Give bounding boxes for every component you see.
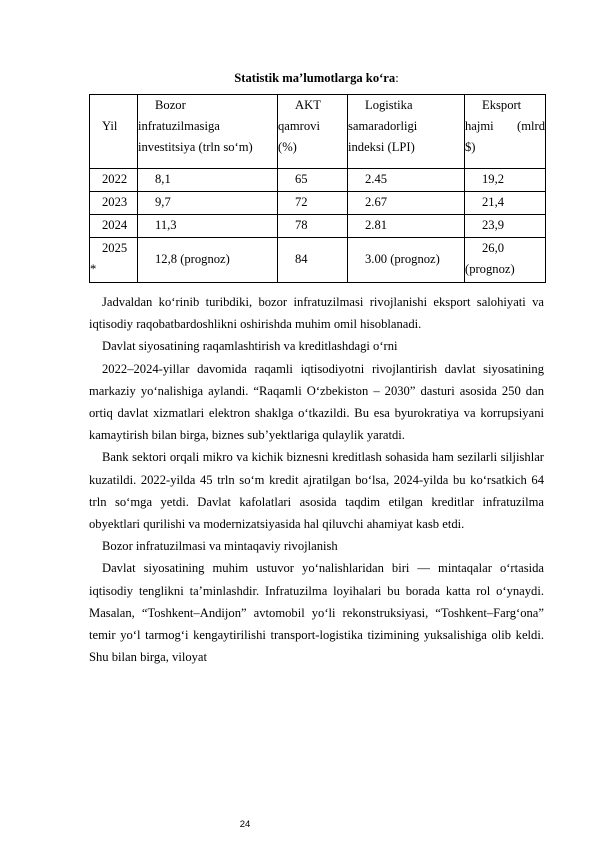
header-year xyxy=(90,95,138,169)
cell-ict-value: 65 xyxy=(295,172,308,186)
header-ict-line-2: qamrovi xyxy=(278,119,320,133)
cell-ict xyxy=(278,192,348,215)
header-investment-line-3: investitsiya (trln so‘m) xyxy=(138,140,253,154)
section-heading: Davlat siyosatining raqamlashtirish va kreditlashdagi o‘rni xyxy=(102,339,398,354)
header-ict-line-3: (%) xyxy=(278,140,297,154)
cell-investment xyxy=(138,192,278,215)
cell-ict xyxy=(278,169,348,192)
cell-year xyxy=(90,238,138,283)
header-export-line-3: $) xyxy=(465,140,476,154)
table-title-suffix: : xyxy=(395,71,399,85)
header-export-line-1: Eksport xyxy=(482,98,522,112)
cell-lpi xyxy=(348,238,465,283)
cell-export-value: 19,2 xyxy=(482,172,505,186)
cell-ict xyxy=(278,238,348,283)
cell-lpi xyxy=(348,215,465,238)
header-year-label: Yil xyxy=(102,119,118,133)
cell-export xyxy=(465,238,546,283)
paragraph: Davlat siyosatining muhim ustuvor yo‘nalishlaridan biri — mintaqalar o‘rtasida iqtisodiy tenglikni ta’minlashdir. Infratuzilma loyihalari bu borada katta rol o‘ynaydi. Masalan, “Toshkent–Andijon” avtomobil yo‘li rekonstruksiyasi, “Toshkent–Farg‘ona” temir yo‘l tarmog‘i kengaytirilishi transport-logistika tizimining yuksalishiga olib keldi. Shu bilan birga, viloyat xyxy=(89,561,544,665)
cell-year-value: 2023 xyxy=(102,195,128,209)
header-investment xyxy=(138,95,278,169)
cell-lpi-value: 2.45 xyxy=(365,172,388,186)
cell-lpi-value: 2.81 xyxy=(365,218,388,232)
cell-export-value: 26,0 xyxy=(482,241,505,255)
cell-investment-value: 12,8 (prognoz) xyxy=(155,252,230,266)
table-row xyxy=(90,169,546,192)
cell-lpi xyxy=(348,169,465,192)
cell-investment xyxy=(138,238,278,283)
header-lpi-line-2: samaradorligi xyxy=(348,119,418,133)
cell-year-value: 2024 xyxy=(102,218,128,232)
cell-lpi-value: 3.00 (prognoz) xyxy=(365,252,440,266)
table-title xyxy=(89,70,544,86)
forecast-asterisk: * xyxy=(90,262,97,276)
header-export xyxy=(465,95,546,169)
cell-export xyxy=(465,169,546,192)
cell-investment-value: 9,7 xyxy=(155,195,171,209)
cell-investment-value: 11,3 xyxy=(155,218,177,232)
header-export-line-2: hajmi (mlrd xyxy=(465,119,545,133)
header-ict-line-1: AKT xyxy=(295,98,321,112)
cell-export-value: 23,9 xyxy=(482,218,505,232)
cell-year-value: 2022 xyxy=(102,172,128,186)
cell-lpi xyxy=(348,192,465,215)
header-lpi-line-3: indeksi (LPI) xyxy=(348,140,415,154)
header-ict xyxy=(278,95,348,169)
cell-investment-value: 8,1 xyxy=(155,172,171,186)
cell-year xyxy=(90,169,138,192)
cell-year xyxy=(90,192,138,215)
table-row xyxy=(90,215,546,238)
cell-ict xyxy=(278,215,348,238)
cell-export xyxy=(465,215,546,238)
header-investment-line-1: Bozor xyxy=(155,98,186,112)
cell-investment xyxy=(138,215,278,238)
cell-investment xyxy=(138,169,278,192)
table-row-forecast xyxy=(90,238,546,283)
statistics-table xyxy=(89,94,546,283)
header-lpi-line-1: Logistika xyxy=(365,98,413,112)
paragraph: 2022–2024-yillar davomida raqamli iqtisodiyotni rivojlantirish davlat siyosatining markaziy yo‘nalishiga aylandi. “Raqamli O‘zbekiston – 2030” dasturi asosida 250 dan ortiq davlat xizmatlari elektron shaklga o‘tkazildi. Bu esa byurokratiya va korrupsiyani kamaytirish bilan birga, biznes sub’yektlariga qulaylik yaratdi. xyxy=(89,361,544,443)
paragraph: Jadvaldan ko‘rinib turibdiki, bozor infratuzilmasi rivojlanishi eksport salohiyati va iqtisodiy raqobatbardoshlikni oshirishda muhim omil hisoblanadi. xyxy=(89,295,544,332)
cell-export-note: (prognoz) xyxy=(465,262,515,276)
table-header-row xyxy=(90,95,546,169)
table-title-bold: Statistik ma’lumotlarga ko‘ra xyxy=(234,71,396,85)
cell-ict-value: 78 xyxy=(295,218,308,232)
cell-year-value: 2025 xyxy=(102,241,128,255)
page-number: 24 xyxy=(239,819,251,830)
cell-ict-value: 72 xyxy=(295,195,308,209)
cell-export xyxy=(465,192,546,215)
cell-ict-value: 84 xyxy=(295,252,308,266)
header-investment-line-2: infratuzilmasiga xyxy=(138,119,220,133)
cell-export-value: 21,4 xyxy=(482,195,505,209)
cell-lpi-value: 2.67 xyxy=(365,195,388,209)
paragraph: Bank sektori orqali mikro va kichik biznesni kreditlash sohasida ham sezilarli siljishlar kuzatildi. 2022-yilda 45 trln so‘m kredit ajratilgan bo‘lsa, 2024-yilda bu ko‘rsatkich 64 trln so‘mga yetdi. Davlat kafolatlari asosida taqdim etilgan kreditlar infratuzilma obyektlari qurilishi va modernizatsiyasida hal qiluvchi ahamiyat kasb etdi. xyxy=(89,450,544,532)
cell-year xyxy=(90,215,138,238)
header-lpi xyxy=(348,95,465,169)
section-heading: Bozor infratuzilmasi va mintaqaviy rivojlanish xyxy=(102,539,338,554)
body-text xyxy=(89,291,544,668)
table-row xyxy=(90,192,546,215)
